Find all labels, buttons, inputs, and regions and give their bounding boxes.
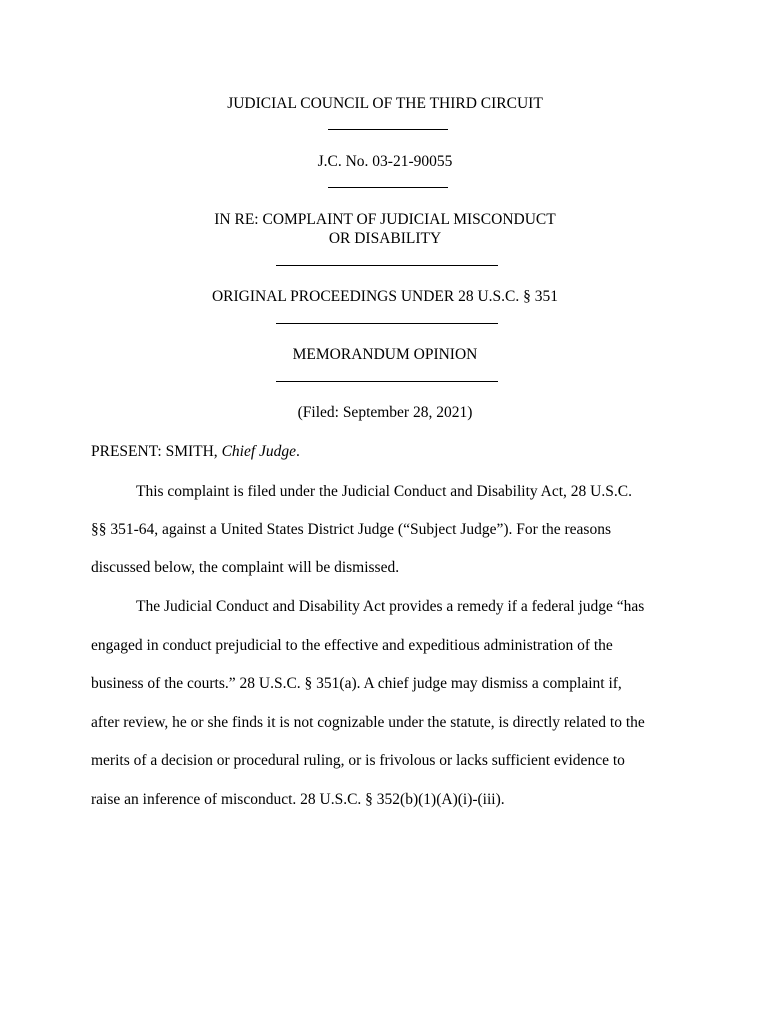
- court-name: JUDICIAL COUNCIL OF THE THIRD CIRCUIT: [227, 95, 543, 112]
- separator-rule: [276, 265, 498, 266]
- opinion-type: MEMORANDUM OPINION: [292, 346, 478, 363]
- docket-number: J.C. No. 03-21-90055: [317, 153, 453, 170]
- filed-date: (Filed: September 28, 2021): [297, 404, 473, 421]
- paragraph-2-line-3: business of the courts.” 28 U.S.C. § 351(a). A chief judge may dismiss a complaint if,: [91, 675, 622, 692]
- case-title-line-1: IN RE: COMPLAINT OF JUDICIAL MISCONDUCT: [214, 211, 556, 228]
- separator-rule: [276, 381, 498, 382]
- paragraph-2-line-1: The Judicial Conduct and Disability Act provides a remedy if a federal judge “has: [136, 598, 645, 615]
- present-prefix: PRESENT: SMITH,: [91, 443, 222, 460]
- present-title: Chief Judge: [221, 443, 297, 460]
- case-title-line-2: OR DISABILITY: [328, 230, 442, 247]
- separator-rule: [276, 323, 498, 324]
- separator-rule: [328, 187, 448, 188]
- paragraph-2-line-2: engaged in conduct prejudicial to the effective and expeditious administration of the: [91, 637, 613, 654]
- paragraph-1-line-2: §§ 351-64, against a United States District Judge (“Subject Judge”). For the reasons: [91, 521, 611, 538]
- present-line: [91, 442, 300, 462]
- paragraph-1-line-1: This complaint is filed under the Judicial Conduct and Disability Act, 28 U.S.C.: [136, 483, 632, 500]
- separator-rule: [328, 129, 448, 130]
- present-suffix: .: [296, 443, 300, 460]
- paragraph-2-line-6: raise an inference of misconduct. 28 U.S.C. § 352(b)(1)(A)(i)-(iii).: [91, 791, 505, 808]
- proceedings-line: ORIGINAL PROCEEDINGS UNDER 28 U.S.C. § 351: [211, 288, 559, 305]
- paragraph-2-line-4: after review, he or she finds it is not cognizable under the statute, is directly related to the: [91, 714, 645, 731]
- paragraph-2-line-5: merits of a decision or procedural ruling, or is frivolous or lacks sufficient evidence to: [91, 752, 625, 769]
- paragraph-1-line-3: discussed below, the complaint will be dismissed.: [91, 559, 400, 576]
